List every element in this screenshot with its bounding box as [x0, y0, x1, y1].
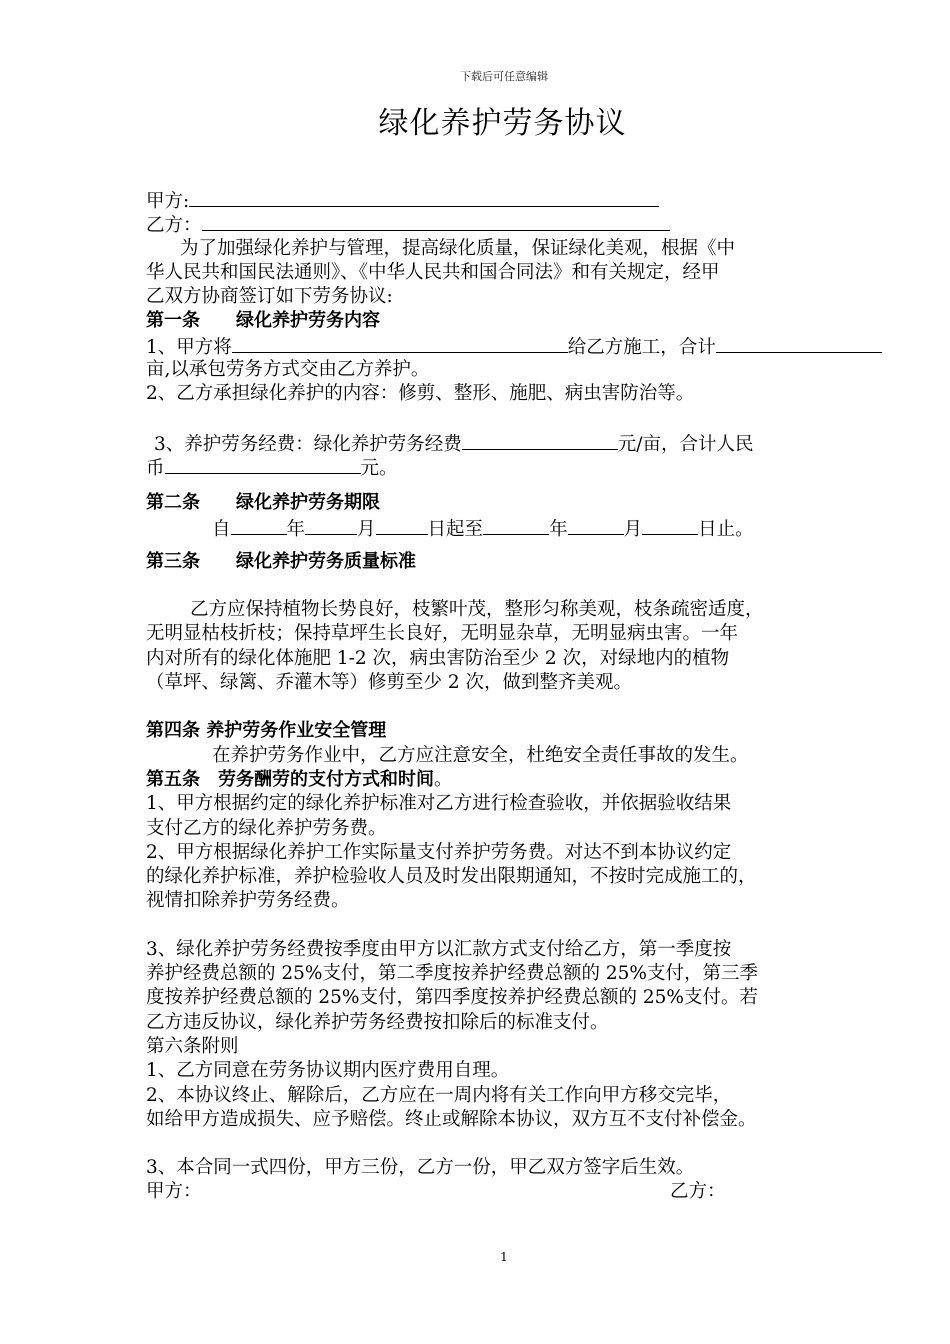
year-blank — [231, 516, 287, 535]
article-1-item-1 — [146, 334, 936, 358]
item-text: 元。 — [360, 457, 398, 479]
item-blank — [165, 455, 361, 474]
article-1-item-3 — [146, 431, 936, 455]
party-a-label: 甲方: — [146, 191, 190, 212]
contract-body — [146, 188, 936, 1205]
article-5-line: 养护经费总额的 25%支付，第二季度按养护经费总额的 25%支付，第三季 — [146, 963, 759, 985]
article-5-line: 支付乙方的绿化养护劳务费。 — [146, 817, 387, 839]
month-blank — [568, 516, 624, 535]
item-text: 月 — [357, 518, 376, 540]
item-text: 日起至 — [427, 518, 484, 540]
item-blank — [462, 431, 618, 450]
article-1-item-2: 2、乙方承担绿化养护的内容：修剪、整形、施肥、病虫害防治等。 — [146, 383, 695, 405]
article-1-item-1-cont: 亩,以承包劳务方式交由乙方养护。 — [146, 359, 430, 381]
item-text: 自 — [212, 518, 231, 540]
page-number: 1 — [500, 1250, 508, 1264]
signature-party-b: 乙方： — [670, 1181, 726, 1203]
item-text: 币 — [146, 457, 165, 479]
article-5-heading: 第五条 劳务酬劳的支付方式和时间 — [146, 768, 434, 790]
article-5-heading-tail: 。 — [434, 768, 453, 790]
item-text: 年 — [286, 518, 306, 540]
article-5-line: 3、绿化养护劳务经费按季度由甲方以汇款方式支付给乙方，第一季度按 — [146, 938, 732, 960]
article-2-period — [146, 516, 936, 540]
article-3-heading: 第三条 绿化养护劳务质量标准 — [146, 550, 416, 572]
party-b-blank — [202, 212, 670, 231]
item-text: 元/亩，合计人民 — [617, 433, 754, 455]
article-3-line: （草坪、绿篱、乔灌木等）修剪至少 2 次，做到整齐美观。 — [146, 672, 633, 694]
item-text: 1、甲方将 — [146, 336, 232, 358]
item-text: 月 — [623, 518, 643, 540]
item-text: 给乙方施工，合计 — [567, 336, 716, 358]
article-1-item-3-cont — [146, 455, 936, 479]
party-b-line — [146, 212, 936, 236]
signature-party-a: 甲方： — [146, 1181, 202, 1203]
intro-line: 华人民共和国民法通则》、《中华人民共和国合同法》和有关规定，经甲 — [146, 261, 720, 283]
item-text: 日止。 — [698, 518, 754, 540]
item-blank — [716, 334, 882, 353]
article-6-line: 如给甲方造成损失、应予赔偿。终止或解除本协议，双方互不支付补偿金。 — [146, 1108, 757, 1130]
article-5-line: 视情扣除养护劳务经费。 — [146, 890, 350, 912]
article-3-line: 乙方应保持植物长势良好，枝繁叶茂，整形匀称美观，枝条疏密适度， — [190, 599, 764, 621]
party-a-blank — [189, 188, 659, 207]
page-title: 绿化养护劳务协议 — [378, 106, 627, 141]
article-3-line: 无明显枯枝折枝；保持草坪生长良好，无明显杂草，无明显病虫害。一年 — [146, 623, 739, 645]
article-5-line: 乙方违反协议，绿化养护劳务经费按扣除后的标准支付。 — [146, 1011, 609, 1033]
article-6-line: 2、本协议终止、解除后，乙方应在一周内将有关工作向甲方移交完毕， — [146, 1084, 732, 1106]
day-blank — [376, 516, 428, 535]
item-text: 年 — [549, 518, 568, 540]
day-blank — [642, 516, 698, 535]
article-4-heading: 第四条 养护劳务作业安全管理 — [146, 720, 387, 742]
year-blank — [483, 516, 549, 535]
article-5-line: 的绿化养护标准，养护检验收人员及时发出限期通知，不按时完成施工的， — [146, 866, 757, 888]
article-5-line: 2、甲方根据绿化养护工作实际量支付养护劳务费。对达不到本协议约定 — [146, 841, 732, 863]
article-5-heading-line — [146, 768, 936, 792]
signature-line — [146, 1180, 936, 1204]
article-5-line: 度按养护经费总额的 25%支付，第四季度按养护经费总额的 25%支付。若 — [146, 987, 759, 1009]
article-1-heading: 第一条 绿化养护劳务内容 — [146, 310, 380, 332]
article-6-heading: 第六条附则 — [146, 1035, 239, 1057]
party-b-label: 乙方： — [146, 215, 202, 237]
item-text: 3、养护劳务经费：绿化养护劳务经费 — [154, 433, 462, 455]
article-5-line: 1、甲方根据约定的绿化养护标准对乙方进行检查验收，并依据验收结果 — [146, 793, 732, 815]
article-4-text: 在养护劳务作业中，乙方应注意安全，杜绝安全责任事故的发生。 — [212, 744, 749, 766]
party-a-line — [146, 188, 936, 212]
header-note: 下载后可任意编辑 — [460, 70, 548, 83]
article-6-last: 3、本合同一式四份，甲方三份，乙方一份，甲乙双方签字后生效。 — [146, 1157, 695, 1179]
article-2-heading: 第二条 绿化养护劳务期限 — [146, 492, 380, 514]
intro-line: 为了加强绿化养护与管理，提高绿化质量，保证绿化美观，根据《中 — [180, 237, 736, 259]
month-blank — [305, 516, 357, 535]
item-blank — [232, 334, 568, 353]
article-6-line: 1、乙方同意在劳务协议期内医疗费用自理。 — [146, 1060, 510, 1082]
article-3-line: 内对所有的绿化体施肥 1-2 次，病虫害防治至少 2 次，对绿地内的植物 — [146, 647, 730, 669]
intro-line: 乙双方协商签订如下劳务协议: — [146, 286, 393, 308]
